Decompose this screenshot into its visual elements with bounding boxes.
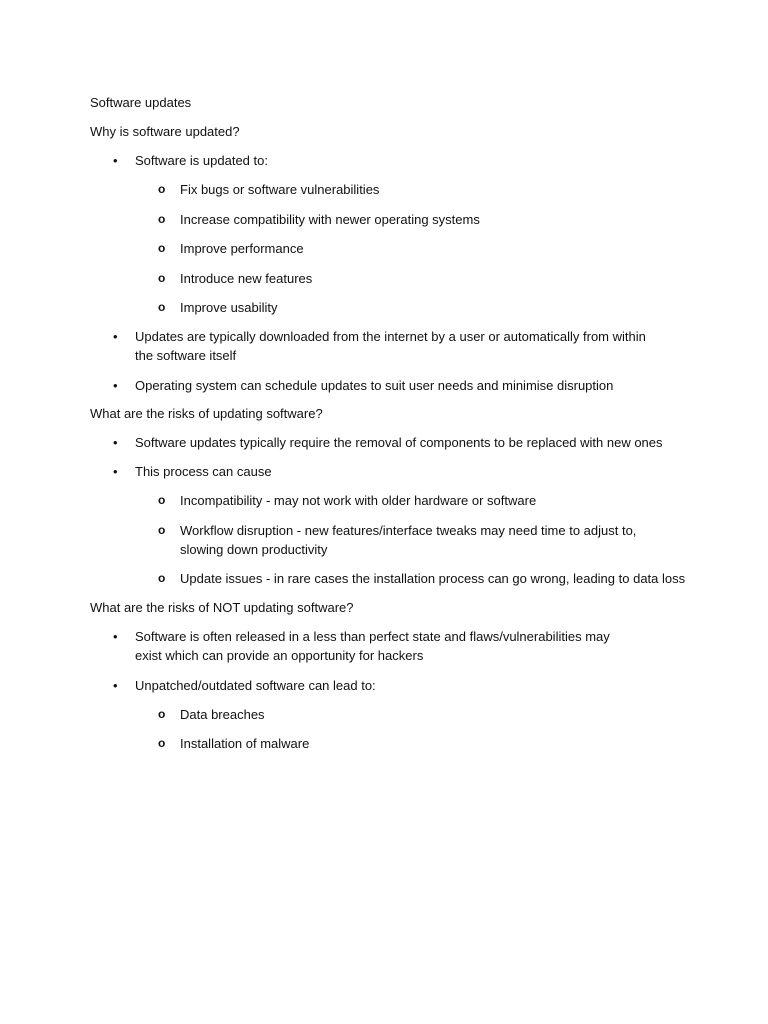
- section-heading: What are the risks of updating software?: [90, 406, 323, 421]
- list-item: Updates are typically downloaded from the internet by a user or automatically from within: [135, 329, 646, 344]
- sub-list-item: Improve usability: [180, 300, 278, 315]
- list-item: Software updates typically require the removal of components to be replaced with new ones: [135, 435, 663, 450]
- bullet-marker: •: [113, 153, 118, 168]
- bullet-marker: •: [113, 464, 118, 479]
- sub-list-item: Update issues - in rare cases the installation process can go wrong, leading to data loss: [180, 571, 686, 586]
- sub-list-item: Introduce new features: [180, 271, 313, 286]
- sub-list-item: Increase compatibility with newer operating systems: [180, 212, 480, 227]
- sub-bullet-marker: o: [158, 736, 166, 750]
- sub-list-item: Improve performance: [180, 241, 304, 256]
- sub-bullet-marker: o: [158, 300, 166, 314]
- section-heading: Why is software updated?: [90, 124, 240, 139]
- list-item: This process can cause: [135, 464, 272, 479]
- bullet-marker: •: [113, 678, 118, 693]
- sub-bullet-marker: o: [158, 707, 166, 721]
- sub-bullet-marker: o: [158, 241, 166, 255]
- sub-list-item: Fix bugs or software vulnerabilities: [180, 182, 380, 197]
- sub-list-item-continuation: slowing down productivity: [180, 542, 328, 557]
- bullet-marker: •: [113, 629, 118, 644]
- sub-bullet-marker: o: [158, 271, 166, 285]
- bullet-marker: •: [113, 435, 118, 450]
- sub-list-item: Data breaches: [180, 707, 265, 722]
- sub-list-item: Workflow disruption - new features/interface tweaks may need time to adjust to,: [180, 523, 637, 538]
- sub-bullet-marker: o: [158, 493, 166, 507]
- list-item: Operating system can schedule updates to suit user needs and minimise disruption: [135, 378, 614, 393]
- sub-list-item: Installation of malware: [180, 736, 310, 751]
- sub-bullet-marker: o: [158, 571, 166, 585]
- section-heading: What are the risks of NOT updating software?: [90, 600, 354, 615]
- list-item-continuation: the software itself: [135, 348, 237, 363]
- bullet-marker: •: [113, 378, 118, 393]
- sub-bullet-marker: o: [158, 523, 166, 537]
- list-item-continuation: exist which can provide an opportunity for hackers: [135, 648, 424, 663]
- sub-list-item: Incompatibility - may not work with older hardware or software: [180, 493, 537, 508]
- list-item: Software is updated to:: [135, 153, 268, 168]
- list-item: Software is often released in a less than perfect state and flaws/vulnerabilities may: [135, 629, 610, 644]
- sub-bullet-marker: o: [158, 212, 166, 226]
- bullet-marker: •: [113, 329, 118, 344]
- sub-bullet-marker: o: [158, 182, 166, 196]
- list-item: Unpatched/outdated software can lead to:: [135, 678, 376, 693]
- document-title: Software updates: [90, 95, 192, 110]
